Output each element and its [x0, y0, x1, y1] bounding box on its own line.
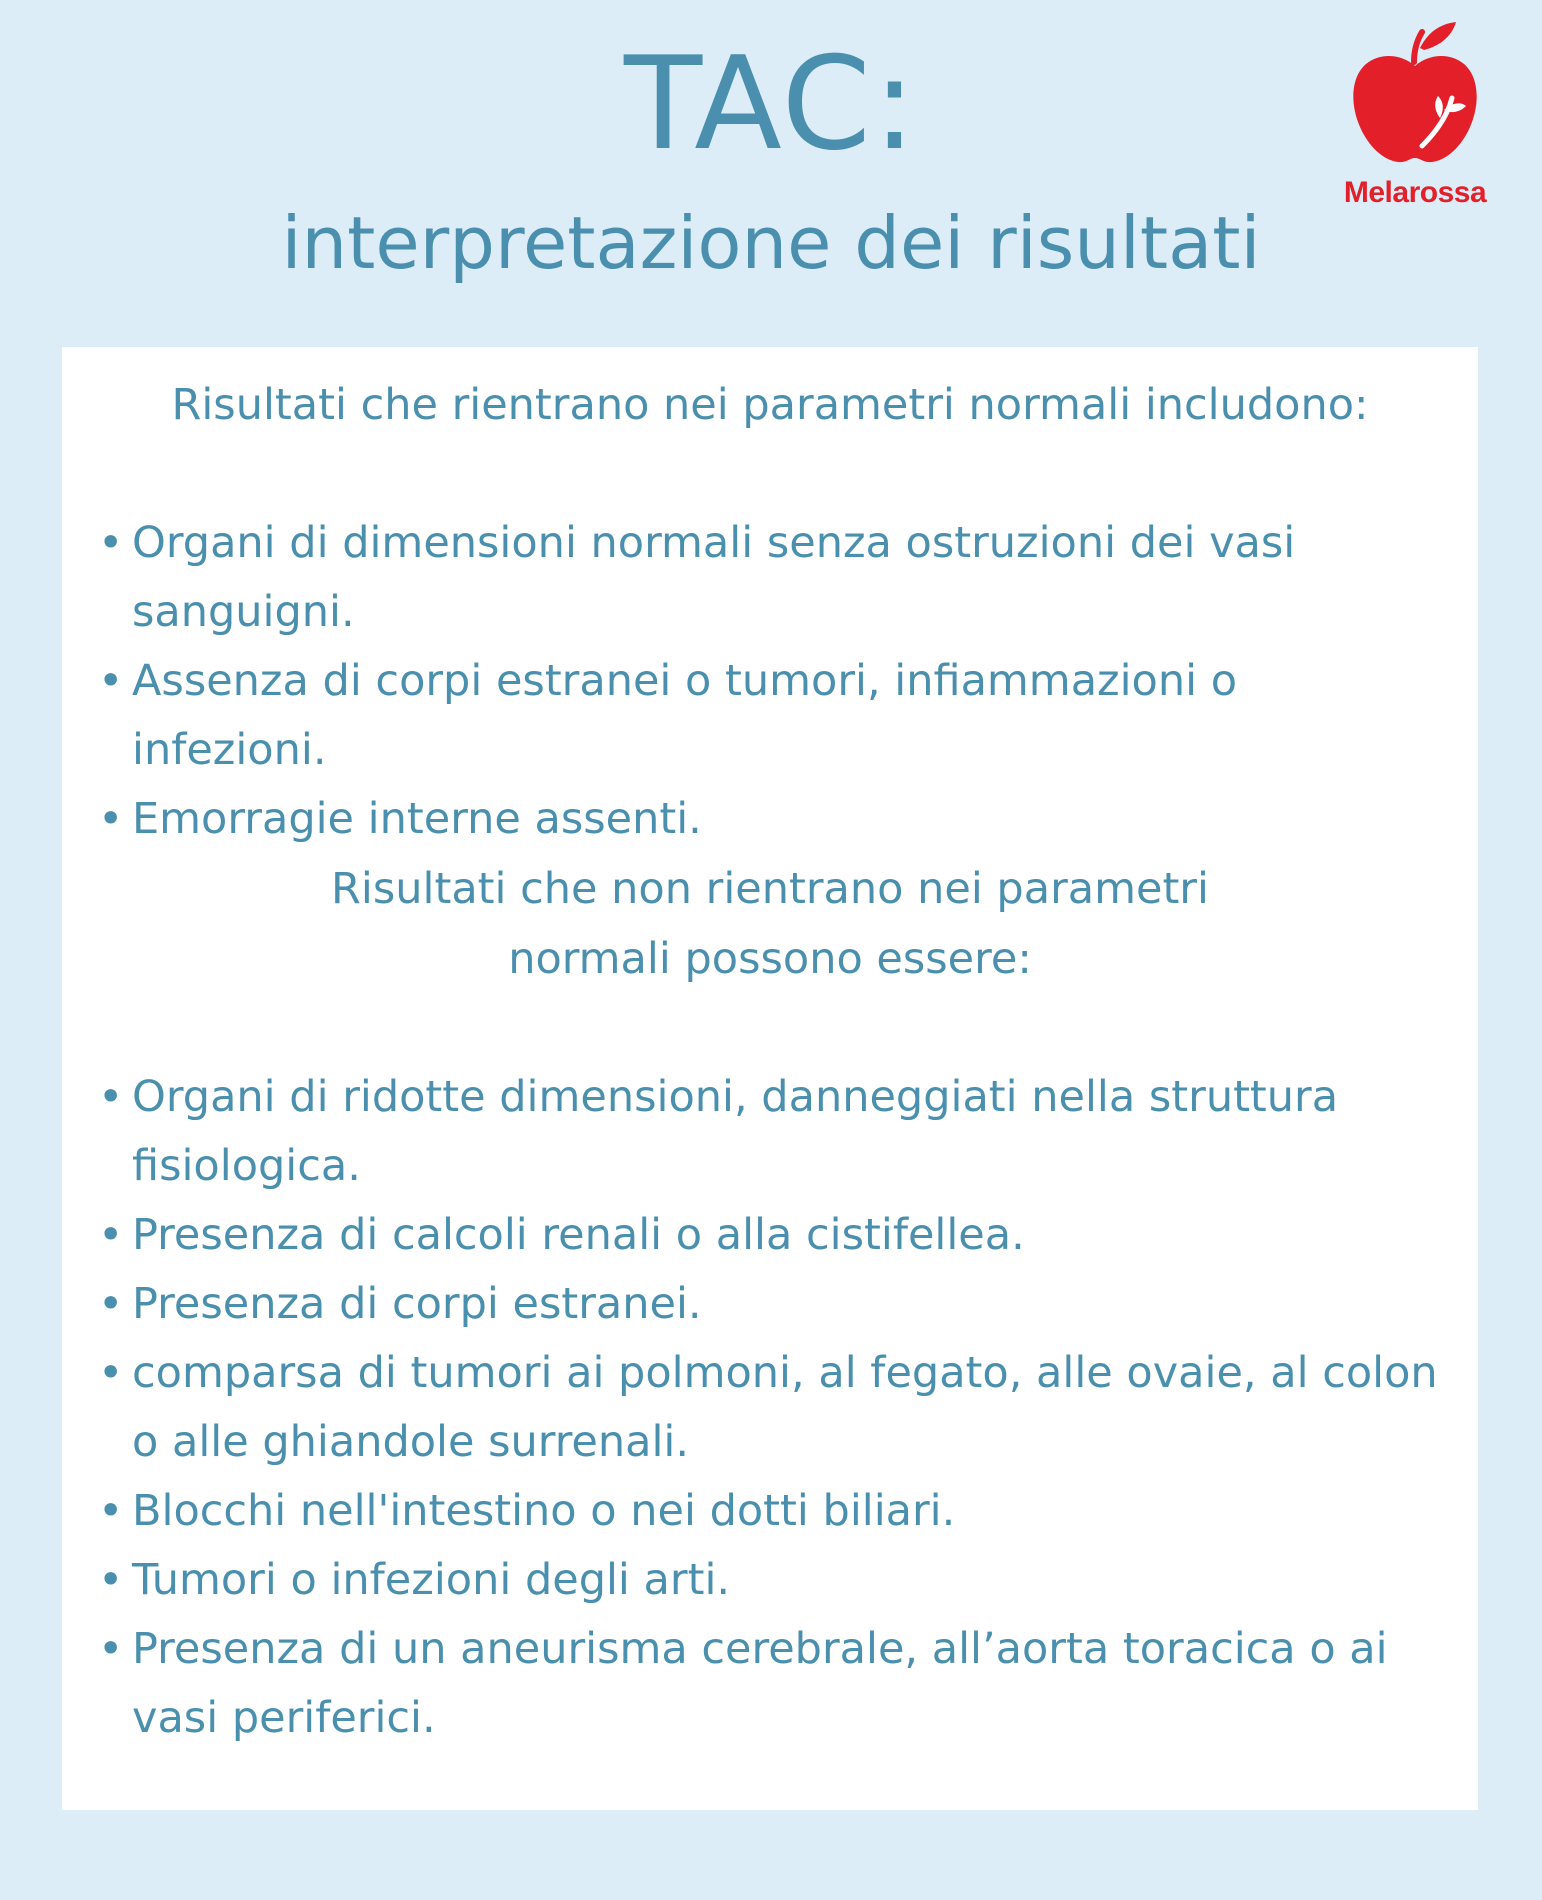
bullet-icon: • [98, 1072, 124, 1122]
abnormal-heading-line-2: normali possono essere: [508, 934, 1032, 984]
list-item-text: Presenza di corpi estranei. [132, 1279, 702, 1329]
list-item-text: Presenza di calcoli renali o alla cistifellea. [132, 1210, 1025, 1260]
bullet-icon: • [98, 518, 124, 568]
list-item [62, 1615, 1442, 1753]
bullet-icon: • [98, 1279, 124, 1329]
list-item [62, 509, 1442, 647]
page-subtitle: interpretazione dei risultati [281, 201, 1261, 285]
bullet-icon: • [98, 1348, 124, 1398]
abnormal-heading-line-1: Risultati che non rientrano nei parametri [331, 864, 1209, 914]
list-item-text: comparsa di tumori ai polmoni, al fegato, alle ovaie, al colon o alle ghiandole surrenali. [132, 1348, 1438, 1467]
normal-results-list [62, 509, 1442, 854]
list-item [62, 1063, 1442, 1201]
list-item-text: Organi di dimensioni normali senza ostruzioni dei vasi sanguigni. [132, 518, 1296, 637]
list-item [62, 1201, 1442, 1270]
bullet-icon: • [98, 1624, 124, 1674]
logo-brand-text: Melarossa [1343, 176, 1487, 209]
melarossa-logo [1320, 18, 1510, 218]
list-item [62, 647, 1442, 785]
list-item [62, 1546, 1442, 1615]
bullet-icon: • [98, 1210, 124, 1260]
normal-results-heading: Risultati che rientrano nei parametri normali includono: [171, 380, 1369, 430]
apple-icon [1348, 18, 1482, 168]
abnormal-results-heading [62, 854, 1478, 994]
page-title: TAC: [623, 30, 919, 179]
list-item [62, 1477, 1442, 1546]
bullet-icon: • [98, 1555, 124, 1605]
list-item-text: Blocchi nell'intestino o nei dotti biliari. [132, 1486, 956, 1536]
list-item [62, 785, 1442, 854]
list-item [62, 1339, 1442, 1477]
bullet-icon: • [98, 1486, 124, 1536]
list-item [62, 1270, 1442, 1339]
bullet-icon: • [98, 794, 124, 844]
abnormal-results-list [62, 1063, 1442, 1753]
list-item-text: Assenza di corpi estranei o tumori, infiammazioni o infezioni. [132, 656, 1238, 775]
list-item-text: Tumori o infezioni degli arti. [132, 1555, 731, 1605]
list-item-text: Organi di ridotte dimensioni, danneggiati nella struttura fisiologica. [132, 1072, 1339, 1191]
bullet-icon: • [98, 656, 124, 706]
list-item-text: Presenza di un aneurisma cerebrale, all’aorta toracica o ai vasi periferici. [132, 1624, 1388, 1743]
list-item-text: Emorragie interne assenti. [132, 794, 702, 844]
results-card [62, 347, 1478, 1810]
